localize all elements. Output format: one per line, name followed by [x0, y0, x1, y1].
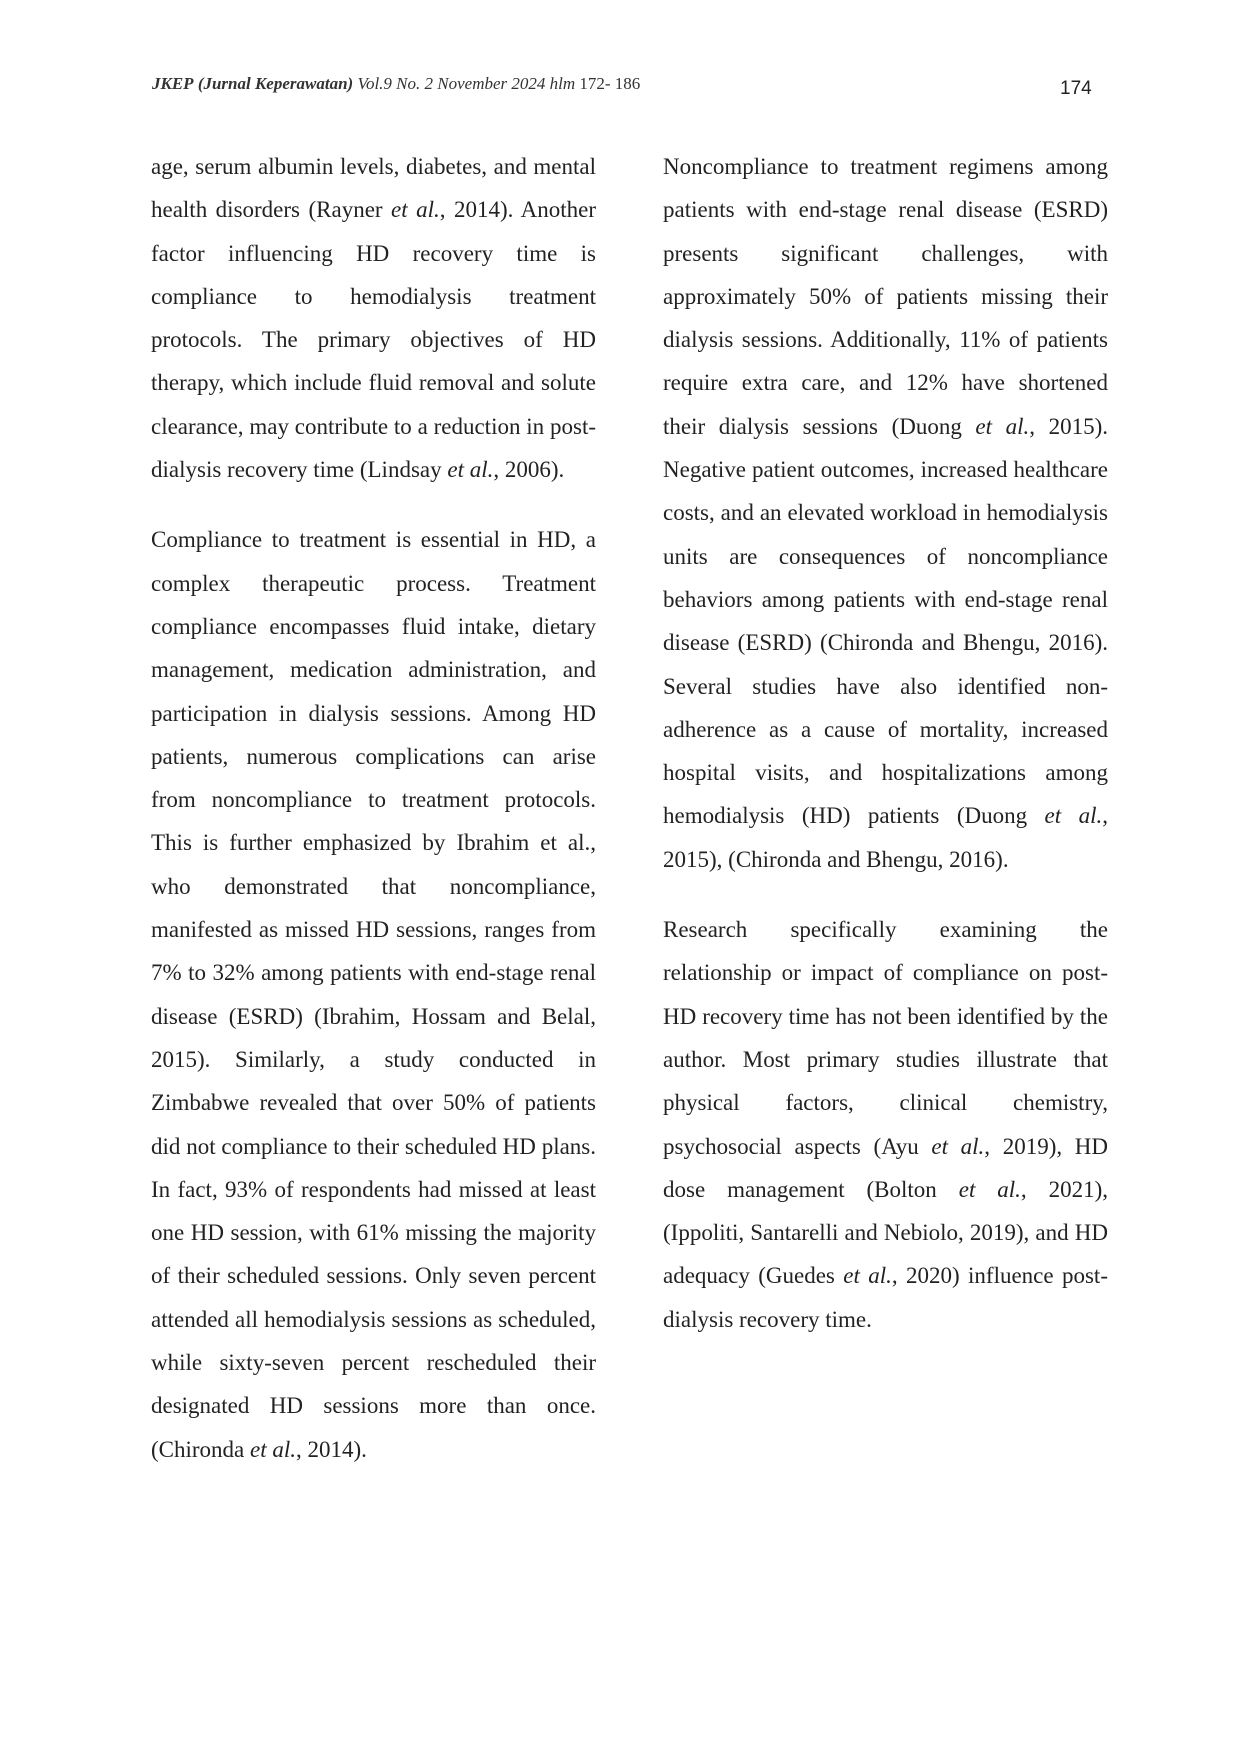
citation-etal: et al.	[250, 1436, 297, 1462]
text-run: , 2015), (Chironda and Bhengu, 2016).	[663, 803, 1108, 872]
citation-etal: et al.	[958, 1176, 1021, 1202]
text-run: , 2020) influence post-dialysis recovery time.	[663, 1263, 1108, 1332]
citation-etal: et al.	[447, 457, 494, 483]
journal-name: (Jurnal Keperawatan)	[197, 74, 354, 93]
left-column	[151, 145, 596, 1471]
left-paragraph-1	[151, 145, 596, 491]
journal-abbrev: JKEP	[152, 74, 194, 93]
issue-info: Vol.9 No. 2 November 2024 hlm	[357, 74, 576, 93]
left-paragraph-2	[151, 518, 596, 1471]
citation-etal: et al.	[931, 1133, 985, 1159]
text-run: Compliance to treatment is essential in HD, a complex therapeutic process. Treatment compliance encompasses fluid intake, dietary management, medication administration, and participation in dialysis sessions. Among HD patients, numerous complications can arise from noncompliance to treatment protocols. This is further emphasized by Ibrahim et al., who demonstrated that noncompliance, manifested as missed HD sessions, ranges from 7% to 32% among patients with end-stage renal disease (ESRD) (Ibrahim, Hossam and Belal, 2015). Similarly, a study conducted in Zimbabwe revealed that over 50% of patients did not compliance to their scheduled HD plans. In fact, 93% of respondents had missed at least one HD session, with 61% missing the majority of their scheduled sessions. Only seven percent attended all hemodialysis sessions as scheduled, while sixty-seven percent rescheduled their designated HD sessions more than once. (Chironda	[151, 527, 596, 1462]
running-header	[152, 74, 640, 94]
citation-etal: et al.	[975, 413, 1030, 439]
page-range: 172- 186	[579, 74, 641, 93]
text-run: , 2019), HD dose management (Bolton	[663, 1133, 1108, 1202]
right-paragraph-1	[663, 145, 1108, 881]
page-number: 174	[1060, 78, 1092, 99]
citation-etal: et al.	[843, 1263, 892, 1289]
text-run: , 2006).	[493, 457, 565, 483]
citation-etal: et al.	[391, 197, 440, 223]
right-paragraph-2	[663, 908, 1108, 1341]
citation-etal: et al.	[1044, 803, 1103, 829]
text-run: Noncompliance to treatment regimens among patients with end-stage renal disease (ESRD) presents significant challenges, with approximately 50% of patients missing their dialysis sessions. Additionally, 11% of patients require extra care, and 12% have shortened their dialysis sessions (Duong	[663, 154, 1108, 439]
text-run: Research specifically examining the relationship or impact of compliance on post-HD recovery time has not been identified by the author. Most primary studies illustrate that physical factors, clinical chemistry, psychosocial aspects (Ayu	[663, 917, 1108, 1159]
right-column	[663, 145, 1108, 1341]
text-run: , 2014). Another factor influencing HD recovery time is compliance to hemodialysis treatment protocols. The primary objectives of HD therapy, which include fluid removal and solute clearance, may contribute to a reduction in post-dialysis recovery time (Lindsay	[151, 197, 597, 483]
text-run: , 2015). Negative patient outcomes, increased healthcare costs, and an elevated workload in hemodialysis units are consequences of noncompliance behaviors among patients with end-stage renal disease (ESRD) (Chironda and Bhengu, 2016). Several studies have also identified non-adherence as a cause of mortality, increased hospital visits, and hospitalizations among hemodialysis (HD) patients (Duong	[663, 413, 1108, 829]
text-run: , 2021), (Ippoliti, Santarelli and Nebiolo, 2019), and HD adequacy (Guedes	[663, 1176, 1108, 1289]
text-run: age, serum albumin levels, diabetes, and mental health disorders (Rayner	[151, 154, 596, 223]
text-run: , 2014).	[296, 1436, 367, 1462]
